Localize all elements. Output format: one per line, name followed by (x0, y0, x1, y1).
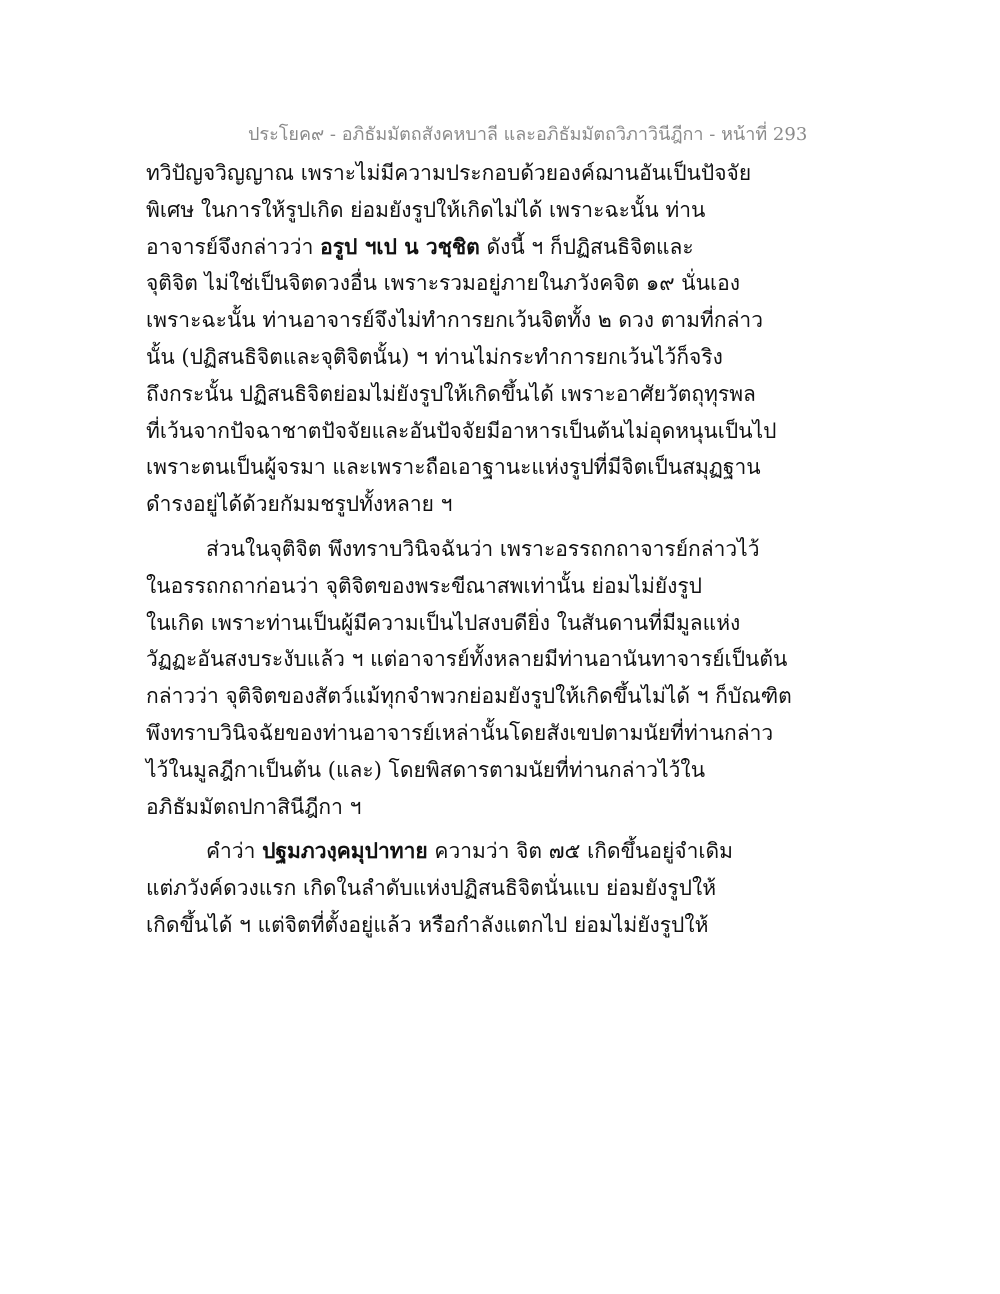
text-line (146, 229, 766, 266)
text-line: อภิธัมมัตถปกาสินีฎีกา ฯ (146, 794, 362, 819)
text-run: คำว่า (206, 839, 263, 864)
text-line: เพราะตนเป็นผู้จรมา และเพราะถือเอาฐานะแห่งรูปที่มีจิตเป็นสมุฏฐาน (146, 455, 761, 480)
text-line (146, 833, 766, 870)
text-line: เกิดขึ้นได้ ฯ แต่จิตที่ตั้งอยู่แล้ว หรือกำลังแตกไป ย่อมไม่ยังรูปให้ (146, 912, 709, 937)
text-line: ส่วนในจุติจิต พึงทราบวินิจฉันว่า เพราะอรรถกถาจารย์กล่าวไว้ (206, 536, 760, 561)
text-line: แต่ภวังค์ดวงแรก เกิดในลำดับแห่งปฏิสนธิจิตนั่นแบ ย่อมยังรูปให้ (146, 876, 717, 901)
paragraph-2 (146, 531, 792, 825)
text-line: ดำรงอยู่ได้ด้วยกัมมชรูปทั้งหลาย ฯ (146, 492, 453, 517)
text-line: จุติจิต ไม่ใช่เป็นจิตดวงอื่น เพราะรวมอยู่ภายในภวังคจิต ๑๙ นั่นเอง (146, 271, 741, 296)
pali-term: ปฐมภวงฺคมุปาทาย (262, 838, 428, 864)
text-line: กล่าวว่า จุติจิตของสัตว์แม้ทุกจำพวกย่อมยังรูปให้เกิดขึ้นไม่ได้ ฯ ก็บัณฑิต (146, 684, 792, 709)
text-line: พิเศษ ในการให้รูปเกิด ย่อมยังรูปให้เกิดไม่ได้ เพราะฉะนั้น ท่าน (146, 197, 706, 222)
text-line: วัฏฏะอันสงบระงับแล้ว ฯ แต่อาจารย์ทั้งหลายมีท่านอานันทาจารย์เป็นต้น (146, 647, 788, 672)
text-line: เพราะฉะนั้น ท่านอาจารย์จึงไม่ทำการยกเว้นจิตทั้ง ๒ ดวง ตามที่กล่าว (146, 308, 764, 333)
pali-term: อรูป ฯเป น วชฺชิต (320, 233, 480, 259)
text-line: ไว้ในมูลฎีกาเป็นต้น (และ) โดยพิสดารตามนัยที่ท่านกล่าวไว้ใน (146, 757, 706, 782)
text-line: ในอรรถกถาก่อนว่า จุติจิตของพระขีณาสพเท่านั้น ย่อมไม่ยังรูป (146, 573, 702, 598)
text-line: ที่เว้นจากปัจฉาชาตปัจจัยและอันปัจจัยมีอาหารเป็นต้นไม่อุดหนุนเป็นไป (146, 418, 777, 443)
text-run: ดังนี้ ฯ ก็ปฏิสนธิจิตและ (479, 234, 694, 259)
paragraph-3 (146, 833, 766, 943)
paragraph-gap (146, 523, 766, 531)
text-run: ความว่า จิต ๗๕ เกิดขึ้นอยู่จำเดิม (427, 839, 734, 864)
text-line: ทวิปัญจวิญญาณ เพราะไม่มีความประกอบด้วยองค์ฌานอันเป็นปัจจัย (146, 161, 752, 185)
text-line: พึงทราบวินิจฉัยของท่านอาจารย์เหล่านั้นโดยสังเขปตามนัยที่ท่านกล่าว (146, 720, 774, 745)
text-line: นั้น (ปฏิสนธิจิตและจุติจิตนั้น) ฯ ท่านไม่กระทำการยกเว้นไว้ก็จริง (146, 344, 723, 369)
page-header: ประโยค๙ - อภิธัมมัตถสังคหบาลี และอภิธัมมัตถวิภาวินีฎีกา - หน้าที่ 293 (248, 124, 808, 145)
text-line: ถึงกระนั้น ปฏิสนธิจิตย่อมไม่ยังรูปให้เกิดขึ้นได้ เพราะอาศัยวัตถุทุรพล (146, 381, 756, 406)
page-body (146, 155, 792, 944)
paragraph-1 (146, 155, 777, 523)
paragraph-gap (146, 825, 766, 833)
text-line: ในเกิด เพราะท่านเป็นผู้มีความเป็นไปสงบดียิ่ง ในสันดานที่มีมูลแห่ง (146, 610, 741, 635)
text-run: อาจารย์จึงกล่าวว่า (146, 234, 321, 259)
